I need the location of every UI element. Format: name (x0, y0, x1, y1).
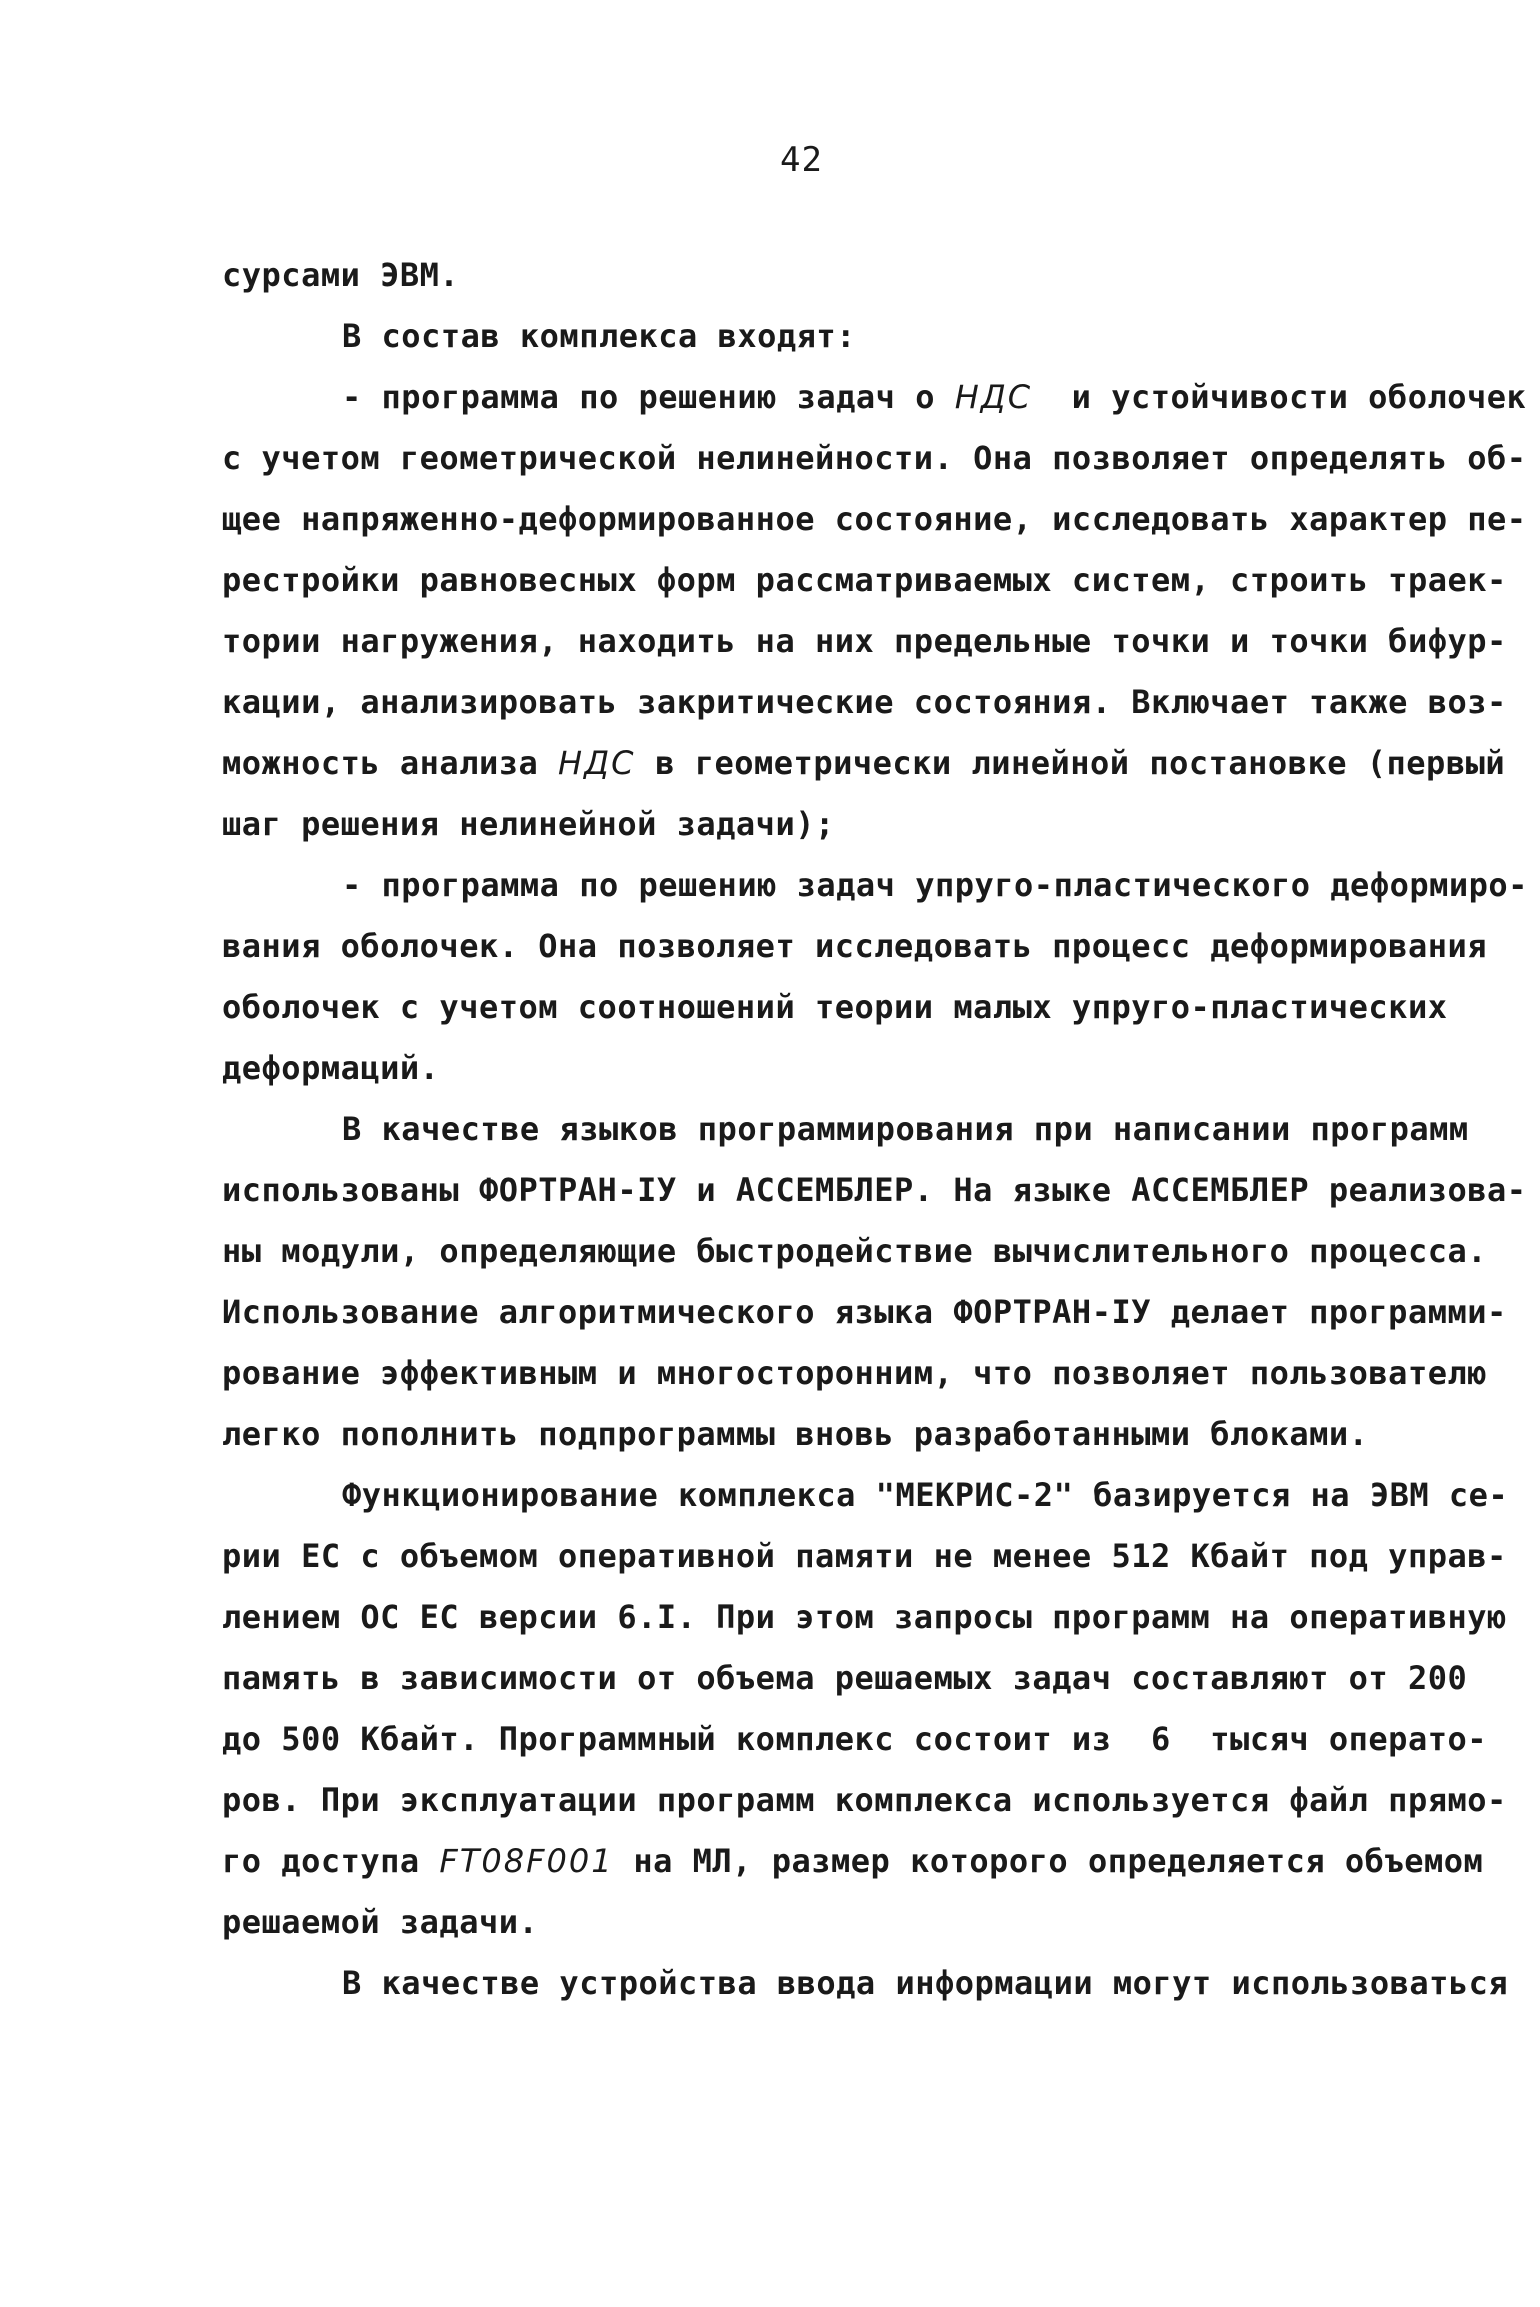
text-line (222, 1587, 1507, 1648)
text-line (222, 428, 1527, 489)
text-segment: память в зависимости от объема решаемых задач составляют от 200 (222, 1659, 1468, 1697)
text-segment: В качестве языков программирования при написании программ (342, 1110, 1469, 1148)
text-line (222, 1709, 1487, 1770)
text-segment: щее напряженно-деформированное состояние, исследовать характер пе- (222, 500, 1527, 538)
text-segment: - программа по решению задач о (342, 378, 955, 416)
text-line (222, 1282, 1507, 1343)
text-segment: с учетом геометрической нелинейности. Она позволяет определять об- (222, 439, 1527, 477)
text-line (222, 1465, 1509, 1526)
handwritten-insert: НДС (558, 744, 636, 782)
text-line (222, 489, 1527, 550)
text-line (222, 1099, 1482, 1160)
text-segment: на МЛ, размер которого определяется объемом (613, 1842, 1484, 1880)
text-segment: использованы ФОРТРАН-IУ и АССЕМБЛЕР. На языке АССЕМБЛЕР реализова- (222, 1171, 1527, 1209)
text-line (222, 916, 1487, 977)
text-line (222, 306, 1482, 367)
text-segment: деформаций. (222, 1049, 440, 1087)
text-line (222, 245, 1482, 306)
text-segment: В качестве устройства ввода информации могут использоваться (342, 1964, 1509, 2002)
text-line (222, 1343, 1487, 1404)
text-line (222, 855, 1528, 916)
text-segment: вания оболочек. Она позволяет исследовать процесс деформирования (222, 927, 1487, 965)
text-line (222, 1953, 1509, 2014)
text-segment: тории нагружения, находить на них предельные точки и точки бифур- (222, 622, 1507, 660)
text-line (222, 1648, 1482, 1709)
text-segment: рии ЕС с объемом оперативной памяти не менее 512 Кбайт под управ- (222, 1537, 1507, 1575)
text-segment: оболочек с учетом соотношений теории малых упруго-пластических (222, 988, 1448, 1026)
text-line (222, 1770, 1507, 1831)
text-segment: легко пополнить подпрограммы вновь разработанными блоками. (222, 1415, 1369, 1453)
text-line (222, 1831, 1482, 1892)
text-segment: до 500 Кбайт. Программный комплекс состоит из 6 тысяч операто- (222, 1720, 1487, 1758)
text-segment: В состав комплекса входят: (342, 317, 856, 355)
text-segment: Функционирование комплекса "МЕКРИС-2" базируется на ЭВМ се- (342, 1476, 1509, 1514)
text-segment: решаемой задачи. (222, 1903, 539, 1941)
body-text (222, 245, 1528, 2014)
text-segment: ны модули, определяющие быстродействие вычислительного процесса. (222, 1232, 1487, 1270)
text-segment: рестройки равновесных форм рассматриваемых систем, строить траек- (222, 561, 1507, 599)
text-segment: - программа по решению задач упруго-пластического деформиро- (342, 866, 1528, 904)
page-number: 42 (780, 140, 823, 180)
text-line (222, 977, 1482, 1038)
text-segment: и устойчивости оболочек (1032, 378, 1527, 416)
text-line (222, 733, 1506, 794)
text-line (222, 550, 1507, 611)
text-segment: в геометрически линейной постановке (первый (635, 744, 1506, 782)
text-line (222, 1160, 1527, 1221)
text-segment: сурсами ЭВМ. (222, 256, 460, 294)
text-segment: лением ОС ЕС версии 6.I. При этом запросы программ на оперативную (222, 1598, 1507, 1636)
text-segment: го доступа (222, 1842, 440, 1880)
handwritten-insert: НДС (954, 378, 1033, 416)
text-segment: можность анализа (222, 744, 559, 782)
text-line (222, 794, 1482, 855)
handwritten-insert: FT08F001 (439, 1842, 614, 1880)
text-segment: ров. При эксплуатации программ комплекса используется файл прямо- (222, 1781, 1507, 1819)
text-line (222, 1038, 1482, 1099)
text-line (222, 1526, 1507, 1587)
text-segment: Использование алгоритмического языка ФОРТРАН-IУ делает программи- (222, 1293, 1507, 1331)
text-line (222, 367, 1527, 428)
text-segment: шаг решения нелинейной задачи); (222, 805, 835, 843)
text-line (222, 1221, 1487, 1282)
text-line (222, 1404, 1482, 1465)
text-line (222, 672, 1507, 733)
text-line (222, 1892, 1482, 1953)
text-line (222, 611, 1507, 672)
text-segment: кации, анализировать закритические состояния. Включает также воз- (222, 683, 1507, 721)
text-segment: рование эффективным и многосторонним, что позволяет пользователю (222, 1354, 1487, 1392)
